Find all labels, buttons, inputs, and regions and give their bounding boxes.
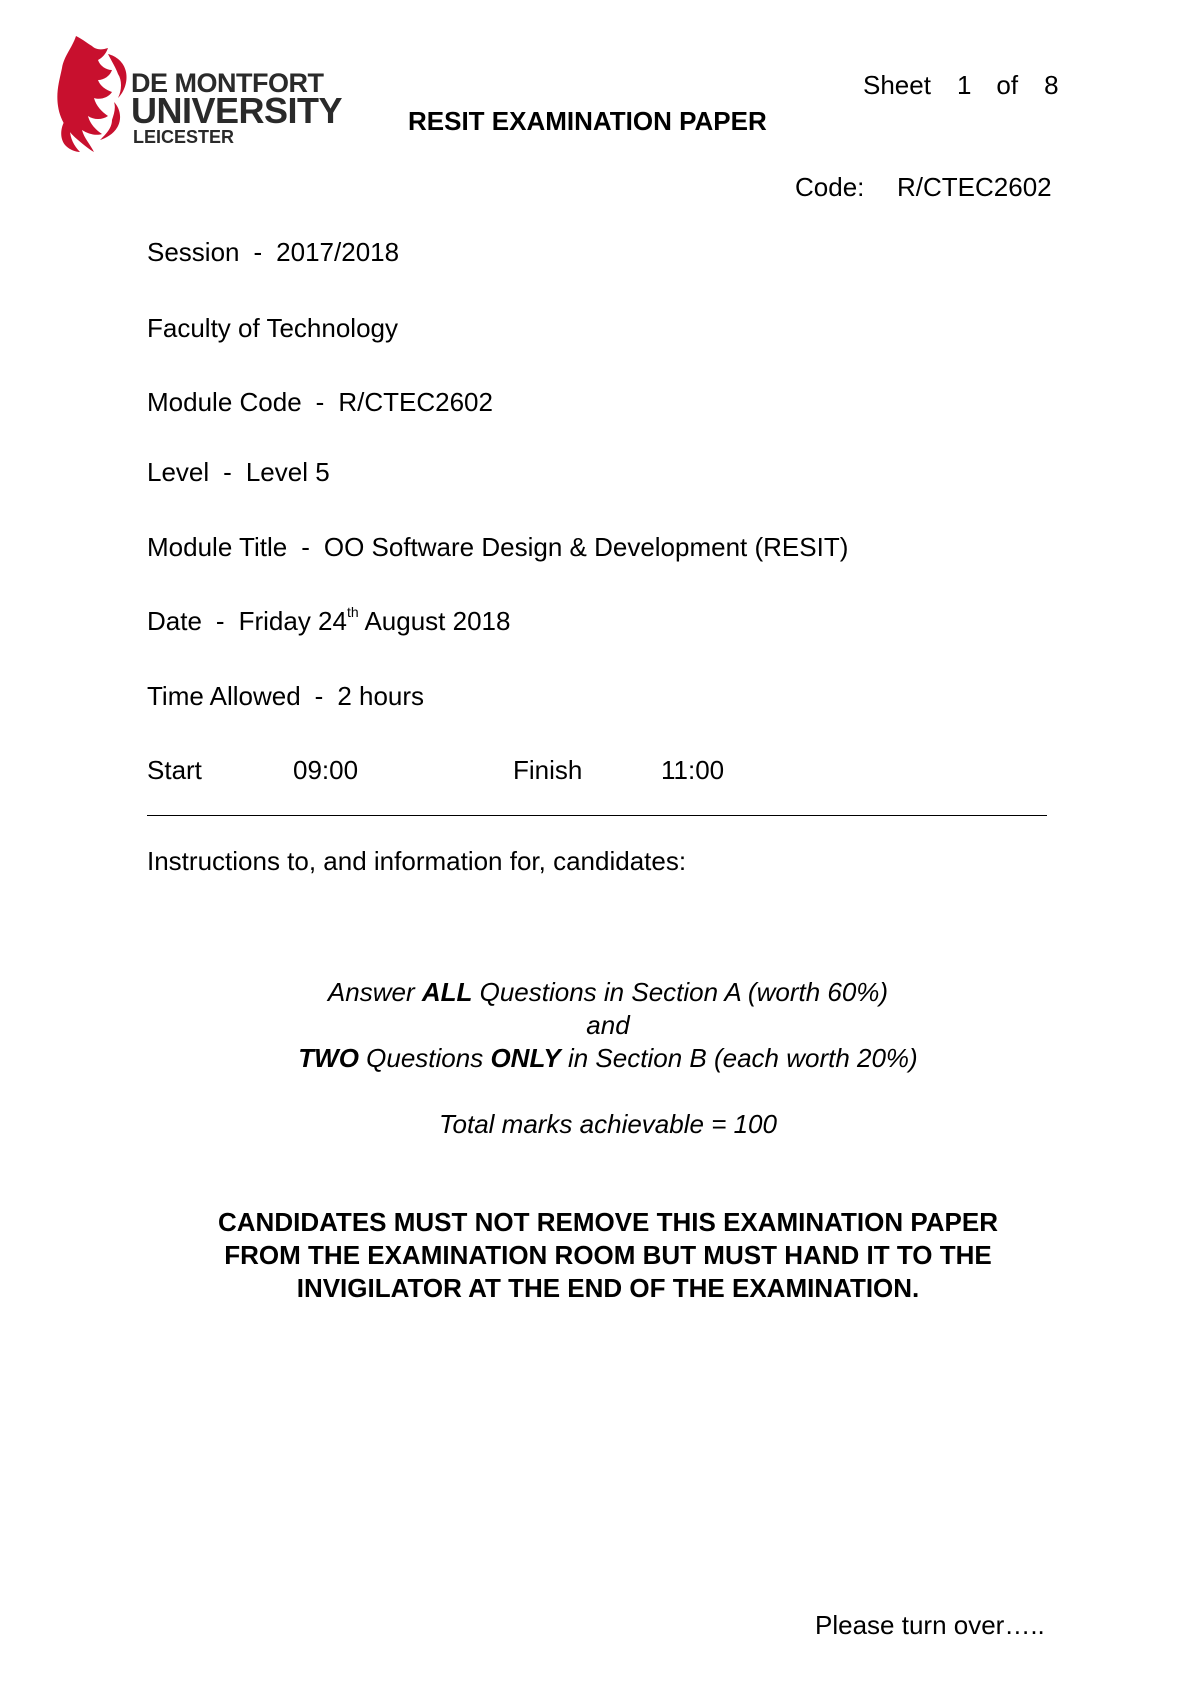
module-title-row: Module Title - OO Software Design & Development (RESIT) (147, 532, 849, 562)
instructions-heading: Instructions to, and information for, candidates: (147, 846, 687, 876)
faculty-row: Faculty of Technology (147, 313, 398, 343)
total-marks: Total marks achievable = 100 (439, 1109, 777, 1139)
module-title-label: Module Title (147, 532, 288, 562)
sheet-label: Sheet (863, 70, 931, 100)
section-divider (147, 815, 1047, 816)
level-value: Level 5 (245, 457, 330, 487)
finish-value: 11:00 (661, 755, 725, 785)
code-value: R/CTEC2602 (897, 172, 1052, 202)
university-logo (54, 34, 344, 154)
time-allowed-value: 2 hours (337, 681, 425, 711)
of-label: of (996, 70, 1019, 100)
session-row: Session - 2017/2018 (147, 237, 400, 267)
level-label: Level (147, 457, 210, 487)
module-title-value: OO Software Design & Development (RESIT) (323, 532, 849, 562)
sheet-indicator (863, 70, 1059, 101)
session-value: 2017/2018 (276, 237, 400, 267)
module-code-label: Module Code (147, 387, 302, 417)
level-row: Level - Level 5 (147, 457, 330, 487)
turn-over-note: Please turn over….. (815, 1610, 1045, 1640)
warning-line-2: FROM THE EXAMINATION ROOM BUT MUST HAND IT TO THE (224, 1240, 992, 1270)
code-label: Code: (795, 172, 865, 202)
time-allowed-row: Time Allowed - 2 hours (147, 681, 425, 711)
warning-line-1: CANDIDATES MUST NOT REMOVE THIS EXAMINATION PAPER (217, 1207, 999, 1237)
time-allowed-label: Time Allowed (147, 681, 301, 711)
date-label: Date (147, 606, 202, 636)
sheet-total: 8 (1044, 70, 1059, 100)
instruction-line-1: Answer ALL Questions in Section A (worth 60%) (327, 977, 889, 1007)
logo-line-2: UNIVERSITY (131, 90, 343, 131)
date-value: Friday 24th August 2018 (238, 604, 511, 636)
instruction-line-2: and (586, 1010, 630, 1040)
start-label: Start (147, 755, 202, 785)
logo-line-3: LEICESTER (133, 127, 235, 147)
date-row: Date - Friday 24th August 2018 (147, 604, 511, 636)
paper-title: RESIT EXAMINATION PAPER (408, 106, 767, 136)
lion-crest-icon (54, 34, 134, 154)
start-value: 09:00 (293, 755, 359, 785)
finish-label: Finish (513, 755, 583, 785)
module-code-value: R/CTEC2602 (338, 387, 493, 417)
sheet-number: 1 (956, 70, 972, 100)
warning-block (0, 1206, 1200, 1305)
session-label: Session (147, 237, 240, 267)
logo-line-1: DE MONTFORT (131, 68, 324, 98)
warning-line-3: INVIGILATOR AT THE END OF THE EXAMINATION. (296, 1273, 920, 1303)
module-code-row: Module Code - R/CTEC2602 (147, 387, 493, 417)
instruction-line-3: TWO Questions ONLY in Section B (each worth 20%) (298, 1043, 918, 1073)
